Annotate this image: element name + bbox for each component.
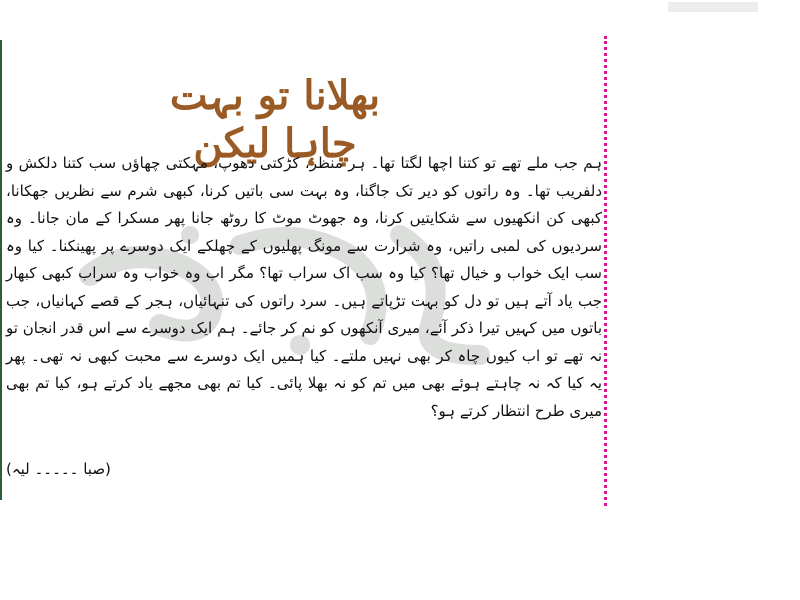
article-title: بھلانا تو بہت چاہا لیکن <box>169 72 381 167</box>
pink-dotted-divider <box>604 36 607 506</box>
corner-watermark <box>668 0 758 16</box>
author-signature: (صبا ۔۔۔۔۔ لیہ) <box>6 460 111 478</box>
left-border-line <box>0 40 2 500</box>
article-body: ہم جب ملے تھے تو کتنا اچھا لگتا تھا۔ ہر منظر، کڑکتی دھوپ، مہکتی چھاؤں سب کتنا دلکش و دلفریب تھا۔ وہ راتوں کو دیر تک جاگنا، وہ بہت سی باتیں کرنا، کبھی شرم سے نظریں جھکانا، کبھی کن انکھیوں سے شکایتیں کرنا، وہ جھوٹ موٹ کا روٹھ جانا پھر مسکرا کے مان جانا۔ وہ سردیوں کی لمبی راتیں، وہ شرارت سے مونگ پھلیوں کے چھلکے ایک دوسرے پر پھینکنا۔ کیا وہ سب ایک خواب و خیال تھا؟ کیا وہ سب اک سراب تھا؟ مگر اب وہ خواب وہ سراب کبھی کبھار جب یاد آتے ہیں تو دل کو بہت تڑپاتے ہیں۔ سرد راتوں کی تنہائیاں، ہجر کے قصے کہانیاں، جب باتوں میں کہیں تیرا ذکر آئے، میری آنکھوں کو نم کر جائے۔ ہم ایک دوسرے سے اس قدر انجان تو نہ تھے تو اب کیوں چاہ کر بھی نہیں ملتے۔ کیا ہمیں ایک دوسرے سے محبت کبھی نہ تھی۔ پھر یہ کیا کہ نہ چاہتے ہوئے بھی میں تم کو نہ بھلا پائی۔ کیا تم بھی مجھے یاد کرتے ہو، کیا تم بھی میری طرح انتظار کرتے ہو؟ <box>6 154 602 420</box>
